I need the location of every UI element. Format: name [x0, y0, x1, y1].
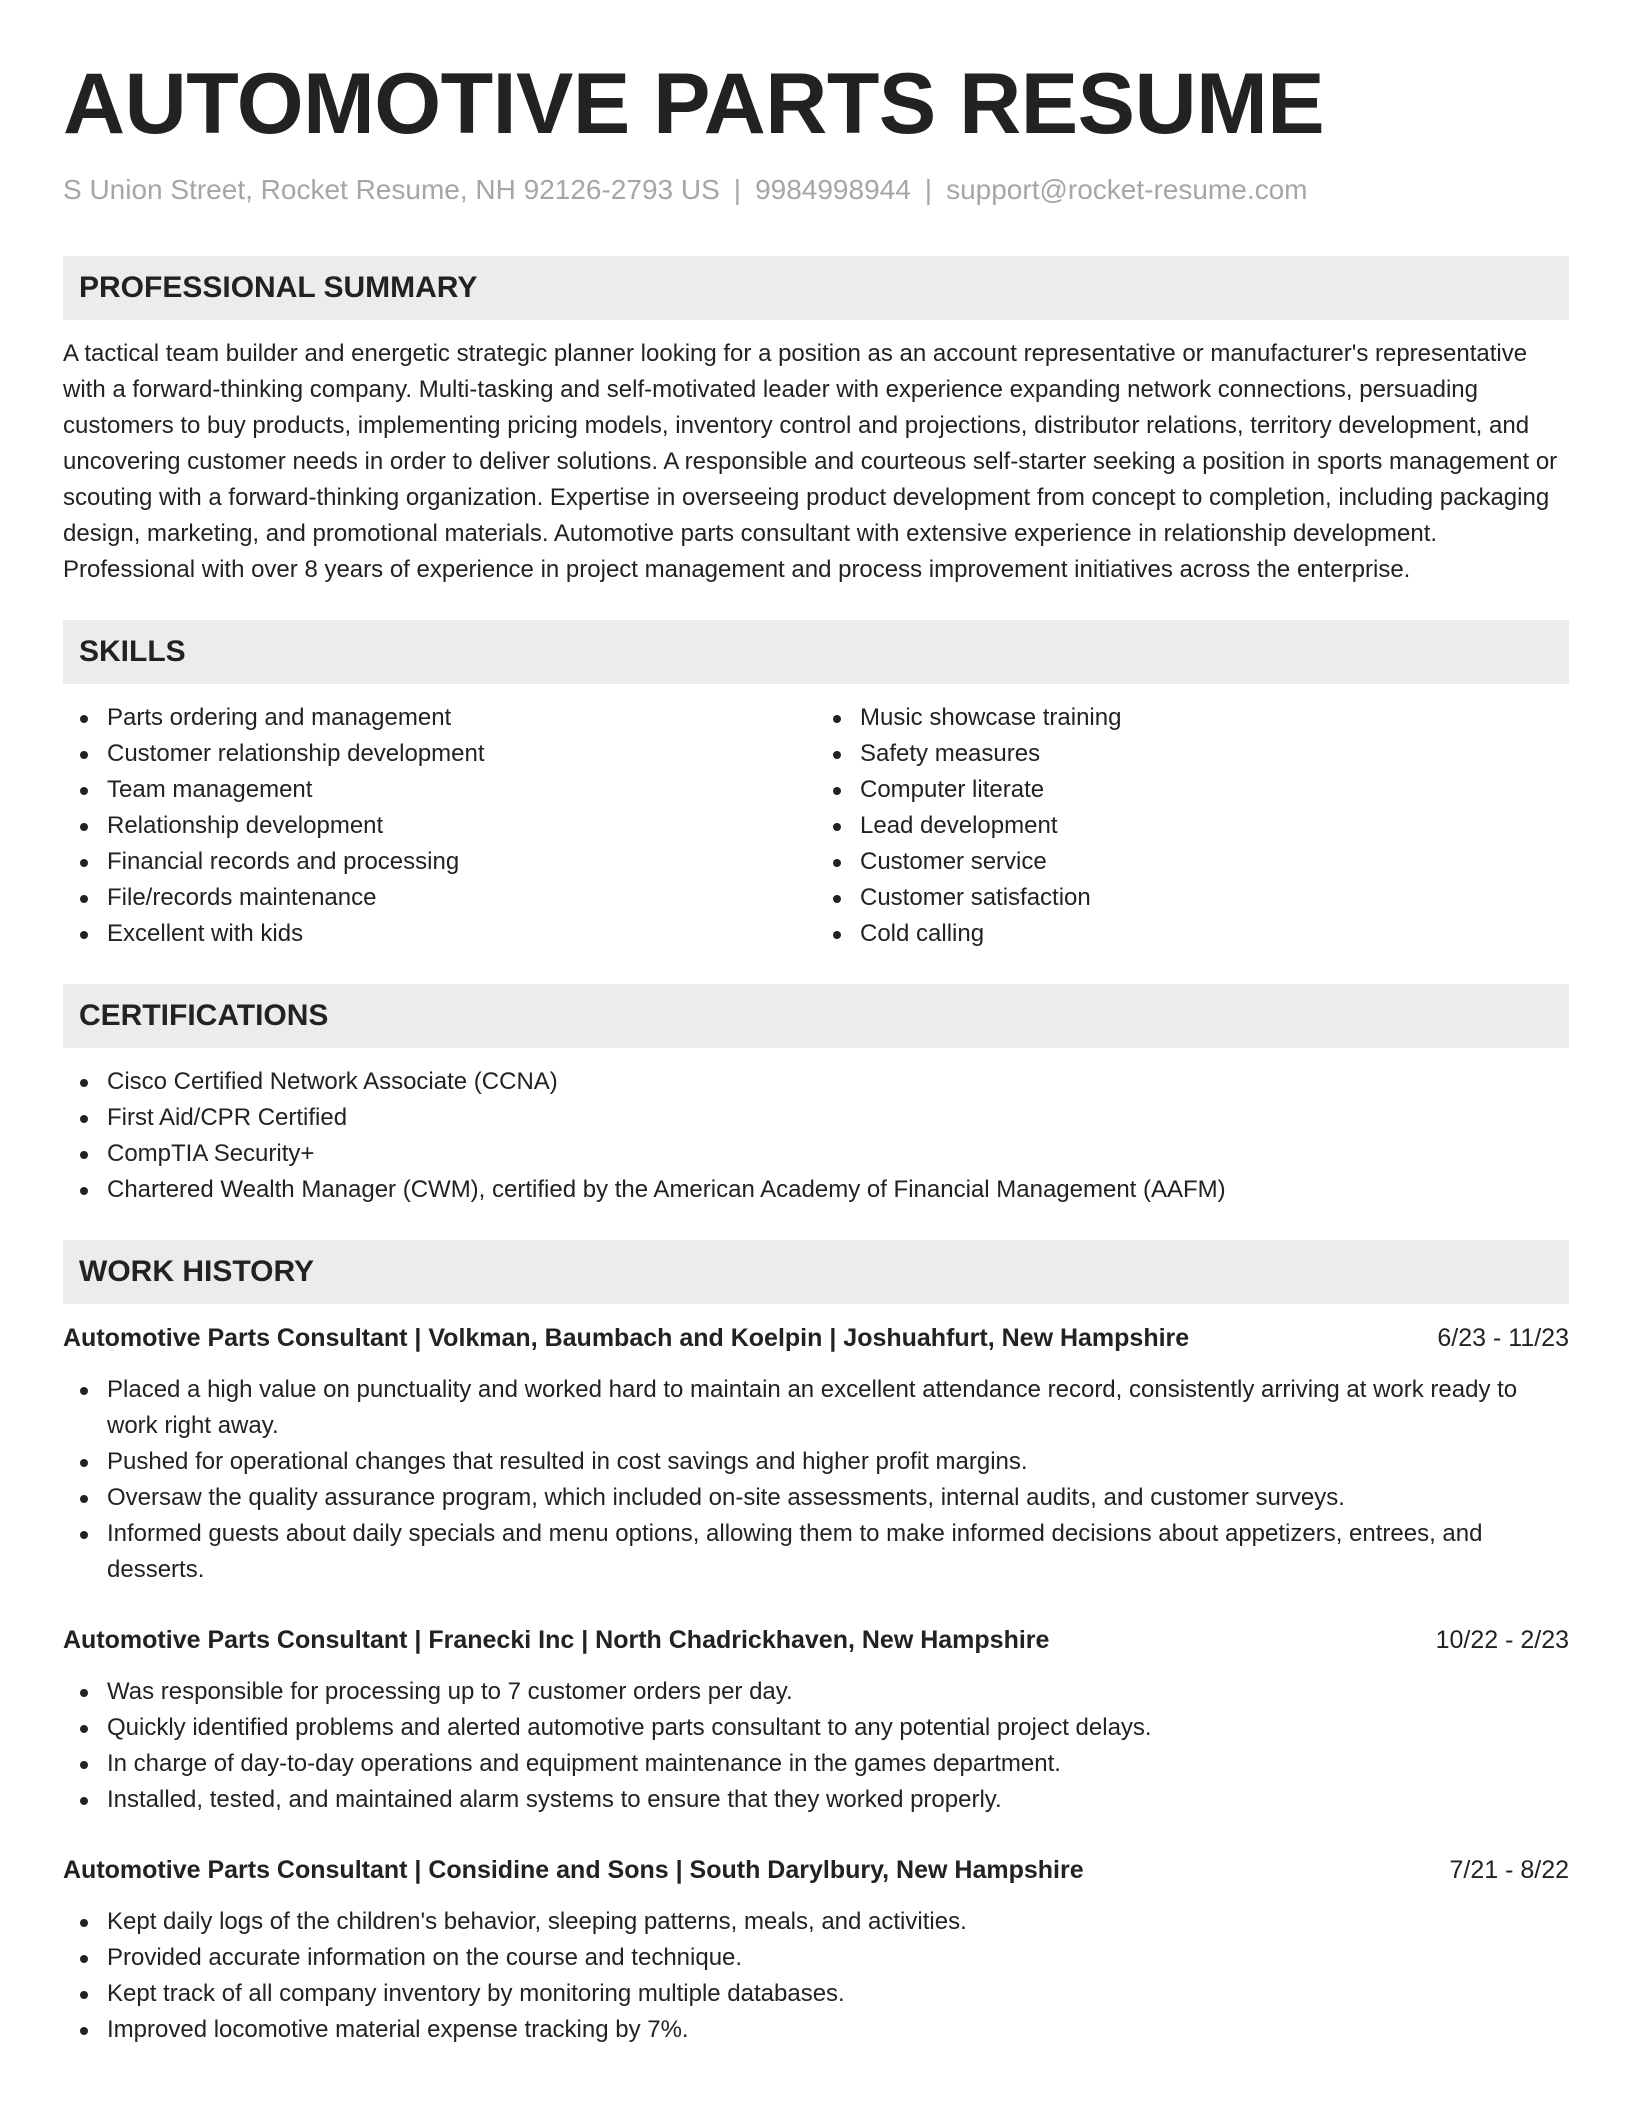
- contact-phone: 9984998944: [755, 174, 911, 205]
- certifications-heading: CERTIFICATIONS: [63, 984, 1569, 1048]
- skill-item: Customer satisfaction: [816, 880, 1569, 916]
- job-bullet: Kept track of all company inventory by monitoring multiple databases.: [63, 1976, 1569, 2012]
- skill-item: Financial records and processing: [63, 844, 816, 880]
- skill-item: Lead development: [816, 808, 1569, 844]
- job-bullets: [63, 1904, 1569, 2048]
- skill-item: Relationship development: [63, 808, 816, 844]
- contact-line: [63, 170, 1569, 210]
- job-bullets: [63, 1372, 1569, 1588]
- certification-item: Cisco Certified Network Associate (CCNA): [63, 1064, 1569, 1100]
- job-title: Automotive Parts Consultant | Franecki Inc | North Chadrickhaven, New Hampshire: [63, 1626, 1050, 1654]
- skill-item: Music showcase training: [816, 700, 1569, 736]
- job-bullets: [63, 1674, 1569, 1818]
- job-dates: 10/22 - 2/23: [1435, 1626, 1569, 1654]
- job-bullet: Provided accurate information on the course and technique.: [63, 1940, 1569, 1976]
- job-header: [63, 1320, 1569, 1356]
- job-entry: [63, 1622, 1569, 1818]
- resume-title: AUTOMOTIVE PARTS RESUME: [63, 56, 1325, 152]
- job-dates: 6/23 - 11/23: [1437, 1324, 1569, 1352]
- certification-item: First Aid/CPR Certified: [63, 1100, 1569, 1136]
- job-bullet: Pushed for operational changes that resulted in cost savings and higher profit margins.: [63, 1444, 1569, 1480]
- job-bullet: Improved locomotive material expense tracking by 7%.: [63, 2012, 1569, 2048]
- skill-item: Cold calling: [816, 916, 1569, 952]
- skills-heading: SKILLS: [63, 620, 1569, 684]
- job-bullet: In charge of day-to-day operations and equipment maintenance in the games department.: [63, 1746, 1569, 1782]
- job-dates: 7/21 - 8/22: [1449, 1856, 1569, 1884]
- job-title: Automotive Parts Consultant | Considine and Sons | South Darylbury, New Hampshire: [63, 1856, 1084, 1884]
- skills-list-right: [816, 700, 1569, 952]
- job-header: [63, 1852, 1569, 1888]
- job-bullet: Quickly identified problems and alerted automotive parts consultant to any potential project delays.: [63, 1710, 1569, 1746]
- job-entry: [63, 1320, 1569, 1588]
- skill-item: Parts ordering and management: [63, 700, 816, 736]
- skill-item: Excellent with kids: [63, 916, 816, 952]
- job-bullet: Placed a high value on punctuality and worked hard to maintain an excellent attendance record, consistently arriving at work ready to work right away.: [63, 1372, 1569, 1444]
- skill-item: Customer relationship development: [63, 736, 816, 772]
- job-header: [63, 1622, 1569, 1658]
- skill-item: Customer service: [816, 844, 1569, 880]
- certification-item: CompTIA Security+: [63, 1136, 1569, 1172]
- work-history-heading: WORK HISTORY: [63, 1240, 1569, 1304]
- skill-item: File/records maintenance: [63, 880, 816, 916]
- job-title: Automotive Parts Consultant | Volkman, Baumbach and Koelpin | Joshuahfurt, New Hampshire: [63, 1324, 1190, 1352]
- certification-item: Chartered Wealth Manager (CWM), certified by the American Academy of Financial Management (AAFM): [63, 1172, 1569, 1208]
- skills-grid: [63, 700, 1569, 952]
- skill-item: Safety measures: [816, 736, 1569, 772]
- job-bullet: Was responsible for processing up to 7 customer orders per day.: [63, 1674, 1569, 1710]
- contact-email: support@rocket-resume.com: [946, 174, 1308, 205]
- job-bullet: Installed, tested, and maintained alarm systems to ensure that they worked properly.: [63, 1782, 1569, 1818]
- skills-list-left: [63, 700, 816, 952]
- summary-heading: PROFESSIONAL SUMMARY: [63, 256, 1569, 320]
- contact-separator: |: [733, 174, 742, 205]
- skill-item: Computer literate: [816, 772, 1569, 808]
- certifications-list: [63, 1064, 1569, 1208]
- job-entry: [63, 1852, 1569, 2048]
- job-bullet: Informed guests about daily specials and menu options, allowing them to make informed decisions about appetizers, entrees, and desserts.: [63, 1516, 1569, 1588]
- contact-address: S Union Street, Rocket Resume, NH 92126-2793 US: [63, 174, 720, 205]
- job-bullet: Oversaw the quality assurance program, which included on-site assessments, internal audits, and customer surveys.: [63, 1480, 1569, 1516]
- contact-separator: |: [924, 174, 933, 205]
- skill-item: Team management: [63, 772, 816, 808]
- summary-text: A tactical team builder and energetic strategic planner looking for a position as an account representative or manufacturer's representative with a forward-thinking company. Multi-tasking and self-motivated leader with experience expanding network connections, persuading customers to buy products, implementing pricing models, inventory control and projections, distributor relations, territory development, and uncovering customer needs in order to deliver solutions. A responsible and courteous self-starter seeking a position in sports management or scouting with a forward-thinking organization. Expertise in overseeing product development from concept to completion, including packaging design, marketing, and promotional materials. Automotive parts consultant with extensive experience in relationship development. Professional with over 8 years of experience in project management and process improvement initiatives across the enterprise.: [63, 340, 1558, 583]
- job-bullet: Kept daily logs of the children's behavior, sleeping patterns, meals, and activities.: [63, 1904, 1569, 1940]
